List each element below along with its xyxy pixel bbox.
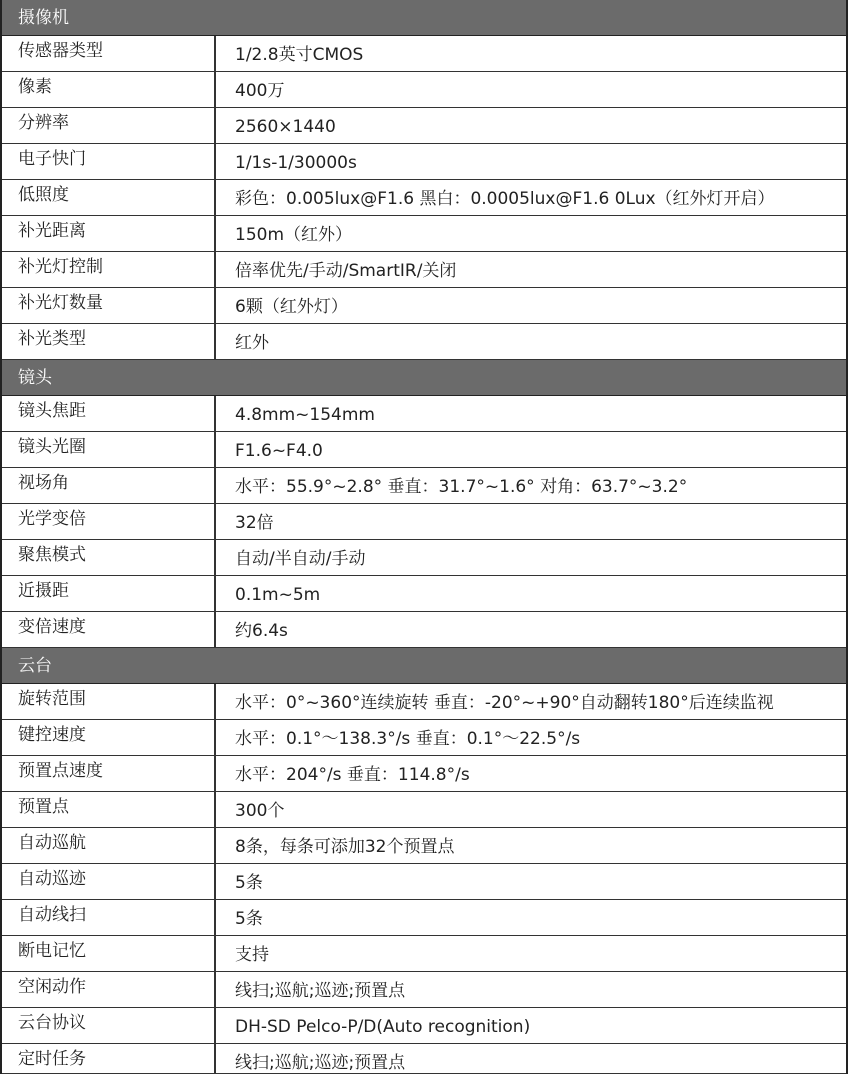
spec-label: 补光灯控制 xyxy=(2,252,216,287)
spec-label: 分辨率 xyxy=(2,108,216,143)
spec-value: 1/1s-1/30000s xyxy=(235,153,357,173)
spec-row xyxy=(2,792,846,828)
spec-row xyxy=(2,612,846,648)
spec-value: 300个 xyxy=(235,801,285,821)
spec-label: 聚焦模式 xyxy=(2,540,216,575)
spec-label: 变倍速度 xyxy=(2,612,216,647)
spec-value: 4.8mm~154mm xyxy=(235,405,375,425)
spec-row xyxy=(2,684,846,720)
spec-value: F1.6~F4.0 xyxy=(235,441,323,461)
spec-row xyxy=(2,180,846,216)
spec-row xyxy=(2,828,846,864)
spec-row xyxy=(2,1008,846,1044)
spec-label: 空闲动作 xyxy=(2,972,216,1007)
spec-value: 红外 xyxy=(235,333,269,353)
spec-label: 电子快门 xyxy=(2,144,216,179)
spec-row xyxy=(2,504,846,540)
spec-label: 补光类型 xyxy=(2,324,216,359)
spec-value: 约6.4s xyxy=(235,621,288,641)
spec-label: 定时任务 xyxy=(2,1044,216,1073)
spec-row xyxy=(2,324,846,360)
spec-row xyxy=(2,720,846,756)
spec-value: 32倍 xyxy=(235,513,274,533)
section-header: 镜头 xyxy=(2,360,846,396)
spec-value: 线扫;巡航;巡迹;预置点 xyxy=(235,1053,406,1073)
spec-label: 传感器类型 xyxy=(2,36,216,71)
spec-label: 键控速度 xyxy=(2,720,216,755)
spec-value: 支持 xyxy=(235,945,269,965)
spec-row xyxy=(2,252,846,288)
spec-value: 150m（红外） xyxy=(235,225,353,245)
spec-value: 水平：0°~360°连续旋转 垂直：-20°~+90°自动翻转180°后连续监视 xyxy=(235,693,774,713)
spec-row xyxy=(2,576,846,612)
spec-label: 自动线扫 xyxy=(2,900,216,935)
spec-value: 0.1m~5m xyxy=(235,585,321,605)
spec-row xyxy=(2,288,846,324)
spec-value: 自动/半自动/手动 xyxy=(235,549,366,569)
spec-label: 补光距离 xyxy=(2,216,216,251)
spec-row xyxy=(2,864,846,900)
spec-row xyxy=(2,900,846,936)
spec-value: 水平：204°/s 垂直：114.8°/s xyxy=(235,765,470,785)
spec-value: 6颗（红外灯） xyxy=(235,297,348,317)
spec-row xyxy=(2,36,846,72)
spec-row xyxy=(2,468,846,504)
spec-value: 1/2.8英寸CMOS xyxy=(235,45,364,65)
spec-label: 自动巡航 xyxy=(2,828,216,863)
spec-value: 水平：0.1°～138.3°/s 垂直：0.1°～22.5°/s xyxy=(235,729,581,749)
spec-row xyxy=(2,396,846,432)
spec-value: 线扫;巡航;巡迹;预置点 xyxy=(235,981,406,1001)
spec-row xyxy=(2,1044,846,1074)
spec-row xyxy=(2,72,846,108)
spec-label: 像素 xyxy=(2,72,216,107)
spec-value: 400万 xyxy=(235,81,285,101)
spec-value: 2560×1440 xyxy=(235,117,336,137)
spec-label: 自动巡迹 xyxy=(2,864,216,899)
spec-value: 水平：55.9°~2.8° 垂直：31.7°~1.6° 对角：63.7°~3.2° xyxy=(235,477,688,497)
spec-label: 补光灯数量 xyxy=(2,288,216,323)
spec-value: 5条 xyxy=(235,909,263,929)
spec-label: 低照度 xyxy=(2,180,216,215)
spec-value: DH-SD Pelco-P/D(Auto recognition) xyxy=(235,1017,531,1037)
spec-label: 视场角 xyxy=(2,468,216,503)
spec-label: 近摄距 xyxy=(2,576,216,611)
spec-value: 倍率优先/手动/SmartIR/关闭 xyxy=(235,261,457,281)
spec-row xyxy=(2,144,846,180)
spec-row xyxy=(2,972,846,1008)
section-header: 云台 xyxy=(2,648,846,684)
spec-label: 镜头焦距 xyxy=(2,396,216,431)
spec-label: 旋转范围 xyxy=(2,684,216,719)
spec-row xyxy=(2,540,846,576)
spec-row xyxy=(2,108,846,144)
spec-value: 8条，每条可添加32个预置点 xyxy=(235,837,455,857)
spec-value: 彩色：0.005lux@F1.6 黑白：0.0005lux@F1.6 0Lux（红外灯开启） xyxy=(235,189,775,209)
spec-label: 光学变倍 xyxy=(2,504,216,539)
spec-label: 预置点速度 xyxy=(2,756,216,791)
section-header: 摄像机 xyxy=(2,0,846,36)
spec-label: 云台协议 xyxy=(2,1008,216,1043)
spec-row xyxy=(2,936,846,972)
spec-value: 5条 xyxy=(235,873,263,893)
spec-label: 镜头光圈 xyxy=(2,432,216,467)
spec-label: 断电记忆 xyxy=(2,936,216,971)
spec-row xyxy=(2,216,846,252)
spec-row xyxy=(2,432,846,468)
spec-label: 预置点 xyxy=(2,792,216,827)
spec-row xyxy=(2,756,846,792)
